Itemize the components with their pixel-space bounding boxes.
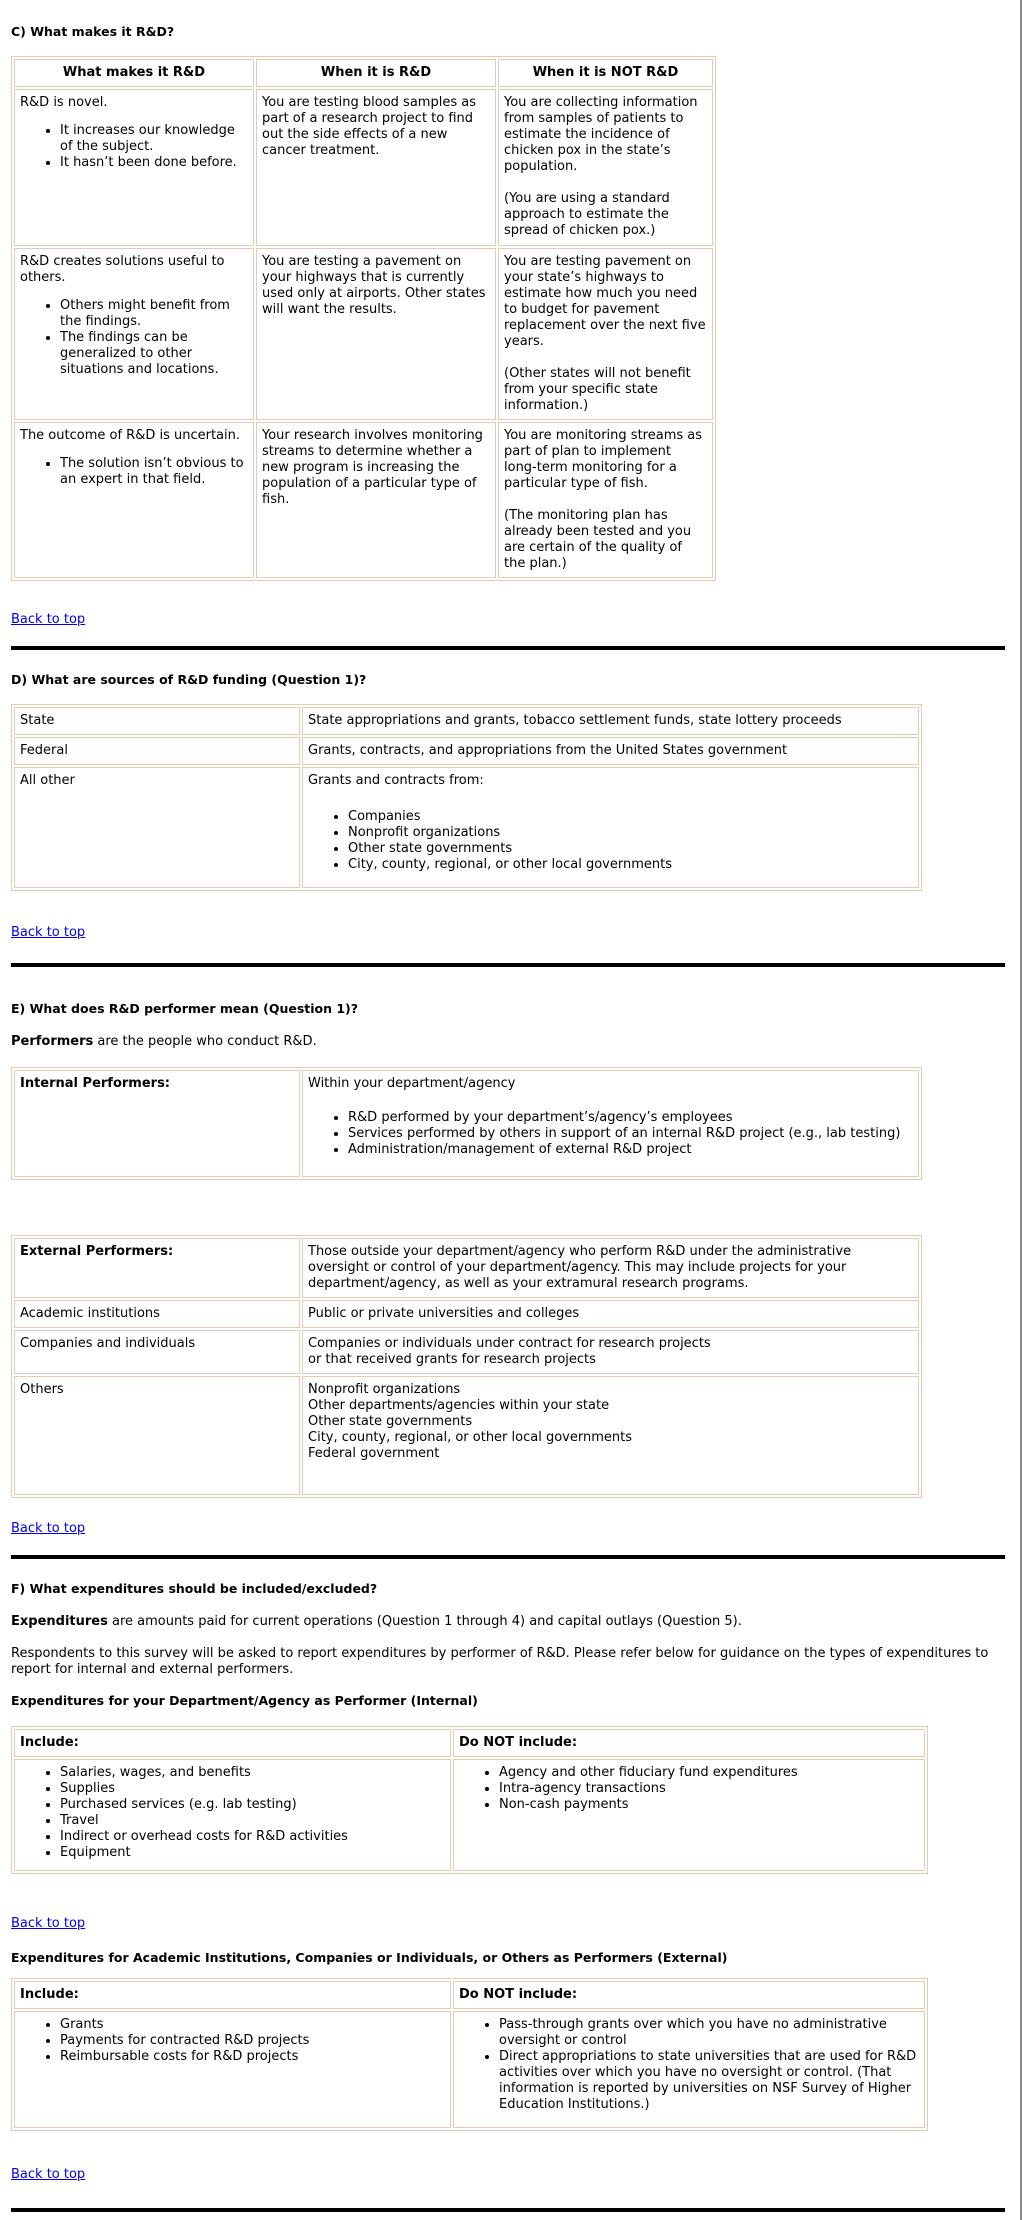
table-row bbox=[14, 1376, 919, 1495]
section-divider bbox=[11, 646, 1005, 650]
list-item: • Nonprofit organizations bbox=[348, 825, 913, 841]
list-item: • The findings can be generalized to other situations and locations. bbox=[60, 330, 248, 378]
section-divider bbox=[11, 963, 1005, 967]
list-item: • City, county, regional, or other local governments bbox=[348, 857, 913, 873]
list-item: • Agency and other fiduciary fund expenditures bbox=[499, 1765, 919, 1781]
section-divider bbox=[11, 2208, 1005, 2212]
table-row bbox=[14, 1238, 919, 1298]
exclude-header: Do NOT include: bbox=[453, 1729, 925, 1757]
table-row bbox=[14, 89, 713, 246]
table-row bbox=[14, 1330, 919, 1374]
list-item: • Intra-agency transactions bbox=[499, 1781, 919, 1797]
col-header-is-rd: When it is R&D bbox=[256, 59, 496, 87]
criterion-text: R&D creates solutions useful to others. bbox=[20, 254, 225, 285]
row-value: Grants, contracts, and appropriations from the United States government bbox=[302, 737, 919, 765]
criterion-text: The outcome of R&D is uncertain. bbox=[20, 428, 241, 443]
row-label: Academic institutions bbox=[14, 1300, 300, 1328]
include-header: Include: bbox=[14, 1981, 451, 2009]
not-rd-text: You are testing pavement on your state’s highways to estimate how much you need to budget for pavement replacement over the next five years. bbox=[504, 254, 706, 349]
table-row bbox=[14, 1300, 919, 1328]
list-item: • Pass-through grants over which you have no administrative oversight or control bbox=[499, 2017, 919, 2049]
not-rd-text: You are monitoring streams as part of plan to implement long-term monitoring for a particular type of fish. bbox=[504, 428, 702, 491]
list-item: • Others might benefit from the findings. bbox=[60, 298, 248, 330]
not-rd-note: (Other states will not benefit from your specific state information.) bbox=[504, 366, 691, 413]
back-to-top-link[interactable]: Back to top bbox=[11, 1916, 86, 1931]
table-row bbox=[14, 422, 713, 578]
internal-expenditures-heading: Expenditures for your Department/Agency as Performer (Internal) bbox=[11, 1693, 478, 1708]
is-rd-text: Your research involves monitoring streams to determine whether a new program is increasing the population of a particular type of fish. bbox=[256, 422, 496, 578]
respondents-note: Respondents to this survey will be asked to report expenditures by performer of R&D. Please refer below for guidance on the types of expenditures to report for internal and external performers. bbox=[11, 1646, 989, 1677]
internal-label: Internal Performers: bbox=[14, 1070, 300, 1177]
external-label: External Performers: bbox=[14, 1238, 300, 1298]
list-item: • Supplies bbox=[60, 1781, 445, 1797]
back-to-top-link[interactable]: Back to top bbox=[11, 925, 86, 940]
rd-criteria-table bbox=[11, 56, 716, 581]
expenditures-term: Expenditures bbox=[11, 1614, 108, 1629]
table-row bbox=[14, 248, 713, 420]
list-item: • It hasn’t been done before. bbox=[60, 155, 248, 171]
expenditures-definition: are amounts paid for current operations (Question 1 through 4) and capital outlays (Question 5). bbox=[107, 1614, 742, 1629]
is-rd-text: You are testing a pavement on your highways that is currently used only at airports. Other states will want the results. bbox=[256, 248, 496, 420]
expenditures-intro bbox=[11, 1614, 742, 1630]
back-to-top-link[interactable]: Back to top bbox=[11, 612, 86, 627]
list-item: • It increases our knowledge of the subject. bbox=[60, 123, 248, 155]
row-value: Grants and contracts from: bbox=[308, 773, 484, 788]
row-label: State bbox=[14, 707, 300, 735]
list-item: • Travel bbox=[60, 1813, 445, 1829]
not-rd-text: You are collecting information from samples of patients to estimate the incidence of chicken pox in the state’s population. bbox=[504, 95, 698, 174]
list-item: • Grants bbox=[60, 2017, 445, 2033]
list-item: • Indirect or overhead costs for R&D activities bbox=[60, 1829, 445, 1845]
list-item: • Reimbursable costs for R&D projects bbox=[60, 2049, 445, 2065]
col-header-what: What makes it R&D bbox=[14, 59, 254, 87]
table-row bbox=[14, 1759, 925, 1871]
list-item: • Non-cash payments bbox=[499, 1797, 919, 1813]
list-item: • Other state governments bbox=[348, 841, 913, 857]
section-e-heading: E) What does R&D performer mean (Question 1)? bbox=[11, 1001, 359, 1016]
list-item: • R&D performed by your department’s/agency’s employees bbox=[348, 1110, 913, 1126]
section-divider bbox=[11, 1555, 1005, 1559]
internal-expenditures-table bbox=[11, 1726, 928, 1874]
row-value-line: Other departments/agencies within your state bbox=[308, 1398, 610, 1413]
external-value: Those outside your department/agency who perform R&D under the administrative oversight or control of your department/agency. This may include projects for your department/agency, as well as your extramural research programs. bbox=[302, 1238, 919, 1298]
list-item: • Payments for contracted R&D projects bbox=[60, 2033, 445, 2049]
not-rd-note: (The monitoring plan has already been tested and you are certain of the quality of the plan.) bbox=[504, 508, 692, 571]
row-label: Companies and individuals bbox=[14, 1330, 300, 1374]
table-row bbox=[14, 767, 919, 888]
row-value-line: or that received grants for research projects bbox=[308, 1352, 596, 1367]
table-row bbox=[14, 707, 919, 735]
is-rd-text: You are testing blood samples as part of a research project to find out the side effects of a new cancer treatment. bbox=[256, 89, 496, 246]
not-rd-note: (You are using a standard approach to estimate the spread of chicken pox.) bbox=[504, 191, 670, 238]
list-item: • Equipment bbox=[60, 1845, 445, 1861]
list-item: • Direct appropriations to state universities that are used for R&D activities over which you have no oversight or control. (That information is reported by universities on NSF Survey of Higher Education Institutions.) bbox=[499, 2049, 919, 2113]
exclude-header: Do NOT include: bbox=[453, 1981, 925, 2009]
back-to-top-link[interactable]: Back to top bbox=[11, 2167, 86, 2182]
internal-performers-table bbox=[11, 1067, 922, 1180]
row-value-line: Federal government bbox=[308, 1446, 440, 1461]
external-expenditures-table bbox=[11, 1978, 928, 2131]
list-item: • Administration/management of external R&D project bbox=[348, 1142, 913, 1158]
table-row bbox=[14, 1070, 919, 1177]
row-value-line: Other state governments bbox=[308, 1414, 473, 1429]
section-c-heading: C) What makes it R&D? bbox=[11, 24, 175, 39]
list-item: • Services performed by others in support of an internal R&D project (e.g., lab testing) bbox=[348, 1126, 913, 1142]
list-item: • Companies bbox=[348, 809, 913, 825]
criterion-text: R&D is novel. bbox=[20, 95, 108, 110]
row-value-line: Companies or individuals under contract for research projects bbox=[308, 1336, 711, 1351]
performers-intro bbox=[11, 1034, 317, 1050]
row-value-line: City, county, regional, or other local governments bbox=[308, 1430, 632, 1445]
table-row bbox=[14, 2011, 925, 2128]
performers-definition: are the people who conduct R&D. bbox=[93, 1034, 317, 1049]
table-row bbox=[14, 1729, 925, 1757]
table-row bbox=[14, 1981, 925, 2009]
list-item: • Salaries, wages, and benefits bbox=[60, 1765, 445, 1781]
include-header: Include: bbox=[14, 1729, 451, 1757]
row-value: Public or private universities and colleges bbox=[302, 1300, 919, 1328]
row-label: Others bbox=[14, 1376, 300, 1495]
back-to-top-link[interactable]: Back to top bbox=[11, 1521, 86, 1536]
external-expenditures-heading: Expenditures for Academic Institutions, Companies or Individuals, or Others as Performers (External) bbox=[11, 1950, 728, 1965]
row-value: State appropriations and grants, tobacco settlement funds, state lottery proceeds bbox=[302, 707, 919, 735]
section-d-heading: D) What are sources of R&D funding (Question 1)? bbox=[11, 672, 367, 687]
internal-value: Within your department/agency bbox=[308, 1076, 516, 1091]
col-header-not-rd: When it is NOT R&D bbox=[498, 59, 713, 87]
row-value-line: Nonprofit organizations bbox=[308, 1382, 461, 1397]
list-item: • The solution isn’t obvious to an expert in that field. bbox=[60, 456, 248, 488]
row-label: Federal bbox=[14, 737, 300, 765]
performers-term: Performers bbox=[11, 1034, 94, 1049]
row-label: All other bbox=[14, 767, 300, 888]
funding-sources-table bbox=[11, 704, 922, 891]
section-f-heading: F) What expenditures should be included/excluded? bbox=[11, 1581, 378, 1596]
table-row bbox=[14, 737, 919, 765]
external-performers-table bbox=[11, 1235, 922, 1498]
list-item: • Purchased services (e.g. lab testing) bbox=[60, 1797, 445, 1813]
